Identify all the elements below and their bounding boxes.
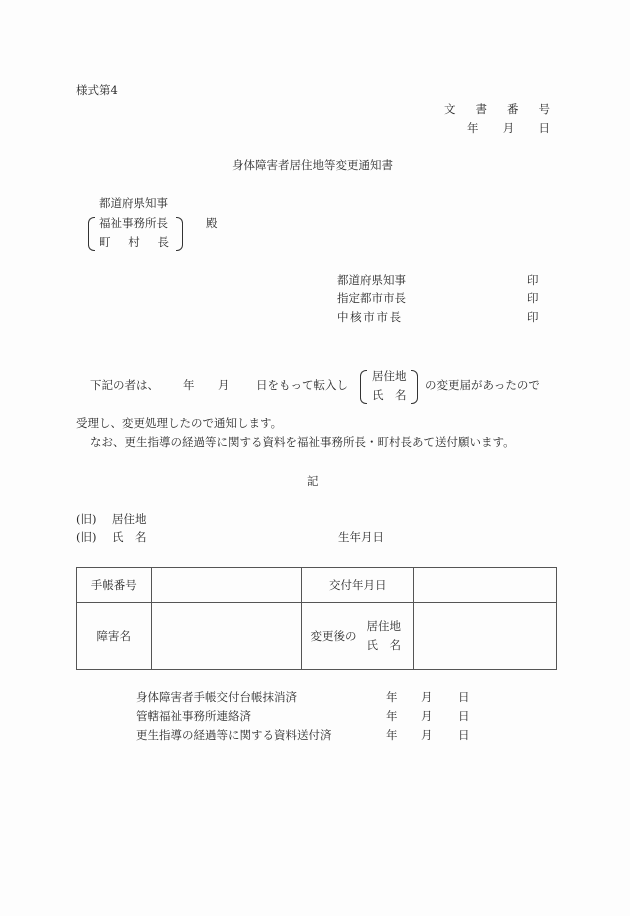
doc-char: 号: [538, 102, 550, 116]
body-month: 月: [218, 378, 230, 392]
addressee-char: 町: [99, 235, 111, 249]
disability-name-label: 障害名: [77, 603, 152, 670]
disability-name-value[interactable]: [151, 603, 302, 670]
changed-prefix: 変更後の: [310, 629, 357, 643]
page-title: 身体障害者居住地等変更通知書: [232, 158, 393, 172]
checklist-year: 年: [386, 728, 398, 742]
changed-name: 氏 名: [366, 638, 401, 652]
body-line-3: なお、更生指導の経過等に関する資料を福祉事務所長・町村長あて送付願います。: [90, 435, 515, 449]
record-heading: 記: [307, 474, 319, 488]
body-left-bracket: [360, 370, 367, 404]
changed-address: 居住地: [366, 619, 401, 633]
document-number-label: [444, 104, 550, 116]
checklist-month: 月: [421, 709, 433, 723]
checklist-month: 月: [421, 690, 433, 704]
checklist-year: 年: [386, 709, 398, 723]
honorific: 殿: [206, 216, 218, 230]
table-row: [77, 603, 557, 670]
info-table: [76, 567, 557, 670]
birthdate-label: 生年月日: [338, 530, 384, 544]
year-label: 年: [467, 121, 479, 135]
addressee-char: 長: [157, 235, 169, 249]
addressee-left-bracket: [88, 217, 95, 251]
doc-char: 番: [507, 102, 519, 116]
addressee-right-bracket: [176, 217, 183, 251]
checklist-item-ledger-deleted: 身体障害者手帳交付台帳抹消済: [136, 690, 297, 704]
checklist-day: 日: [458, 709, 470, 723]
handbook-number-label: 手帳番号: [77, 568, 152, 603]
old-address-prefix: (旧): [76, 512, 97, 526]
table-row: [77, 568, 557, 603]
checklist-item-office-contacted: 管轄福祉事務所連絡済: [136, 709, 251, 723]
handbook-number-value[interactable]: [151, 568, 302, 603]
addressee-welfare-office: 福祉事務所長: [99, 216, 168, 230]
seal-mark: 印: [527, 273, 539, 287]
old-name-label: 氏 名: [112, 530, 147, 544]
day-label: 日: [538, 121, 550, 135]
body-right-bracket: [411, 370, 418, 404]
body-day-text: 日をもって転入し: [256, 378, 348, 392]
seal-mark: 印: [527, 291, 539, 305]
addressee-town-village: [99, 237, 169, 249]
body-line-2: 受理し、変更処理したので通知します。: [76, 416, 283, 430]
body-bracket-address: 居住地: [372, 369, 407, 383]
old-address-label: 居住地: [112, 512, 147, 526]
body-intro: 下記の者は、: [90, 378, 159, 392]
month-label: 月: [502, 121, 515, 135]
doc-char: 書: [475, 102, 487, 116]
checklist-item-materials-sent: 更生指導の経過等に関する資料送付済: [136, 728, 332, 742]
seal-mark: 印: [527, 310, 539, 324]
sender-core-city-mayor: 中 核 市 市 長: [337, 310, 401, 324]
old-name-prefix: (旧): [76, 530, 97, 544]
checklist-month: 月: [421, 728, 433, 742]
header-date: [467, 123, 550, 135]
issue-date-label: 交付年月日: [302, 568, 414, 603]
issue-date-value[interactable]: [414, 568, 557, 603]
body-year: 年: [183, 378, 195, 392]
changed-info-value[interactable]: [414, 603, 557, 670]
body-after-bracket: の変更届があったので: [425, 378, 540, 392]
sender-designated-city-mayor: 指定都市市長: [337, 291, 406, 305]
changed-info-label: [302, 603, 414, 670]
checklist-day: 日: [458, 728, 470, 742]
addressee-char: 村: [128, 235, 140, 249]
form-number: 様式第4: [76, 83, 118, 97]
body-bracket-name: 氏 名: [372, 388, 407, 402]
checklist-day: 日: [458, 690, 470, 704]
checklist-year: 年: [386, 690, 398, 704]
doc-char: 文: [444, 102, 456, 116]
addressee-governor: 都道府県知事: [99, 196, 168, 210]
sender-governor: 都道府県知事: [337, 273, 406, 287]
